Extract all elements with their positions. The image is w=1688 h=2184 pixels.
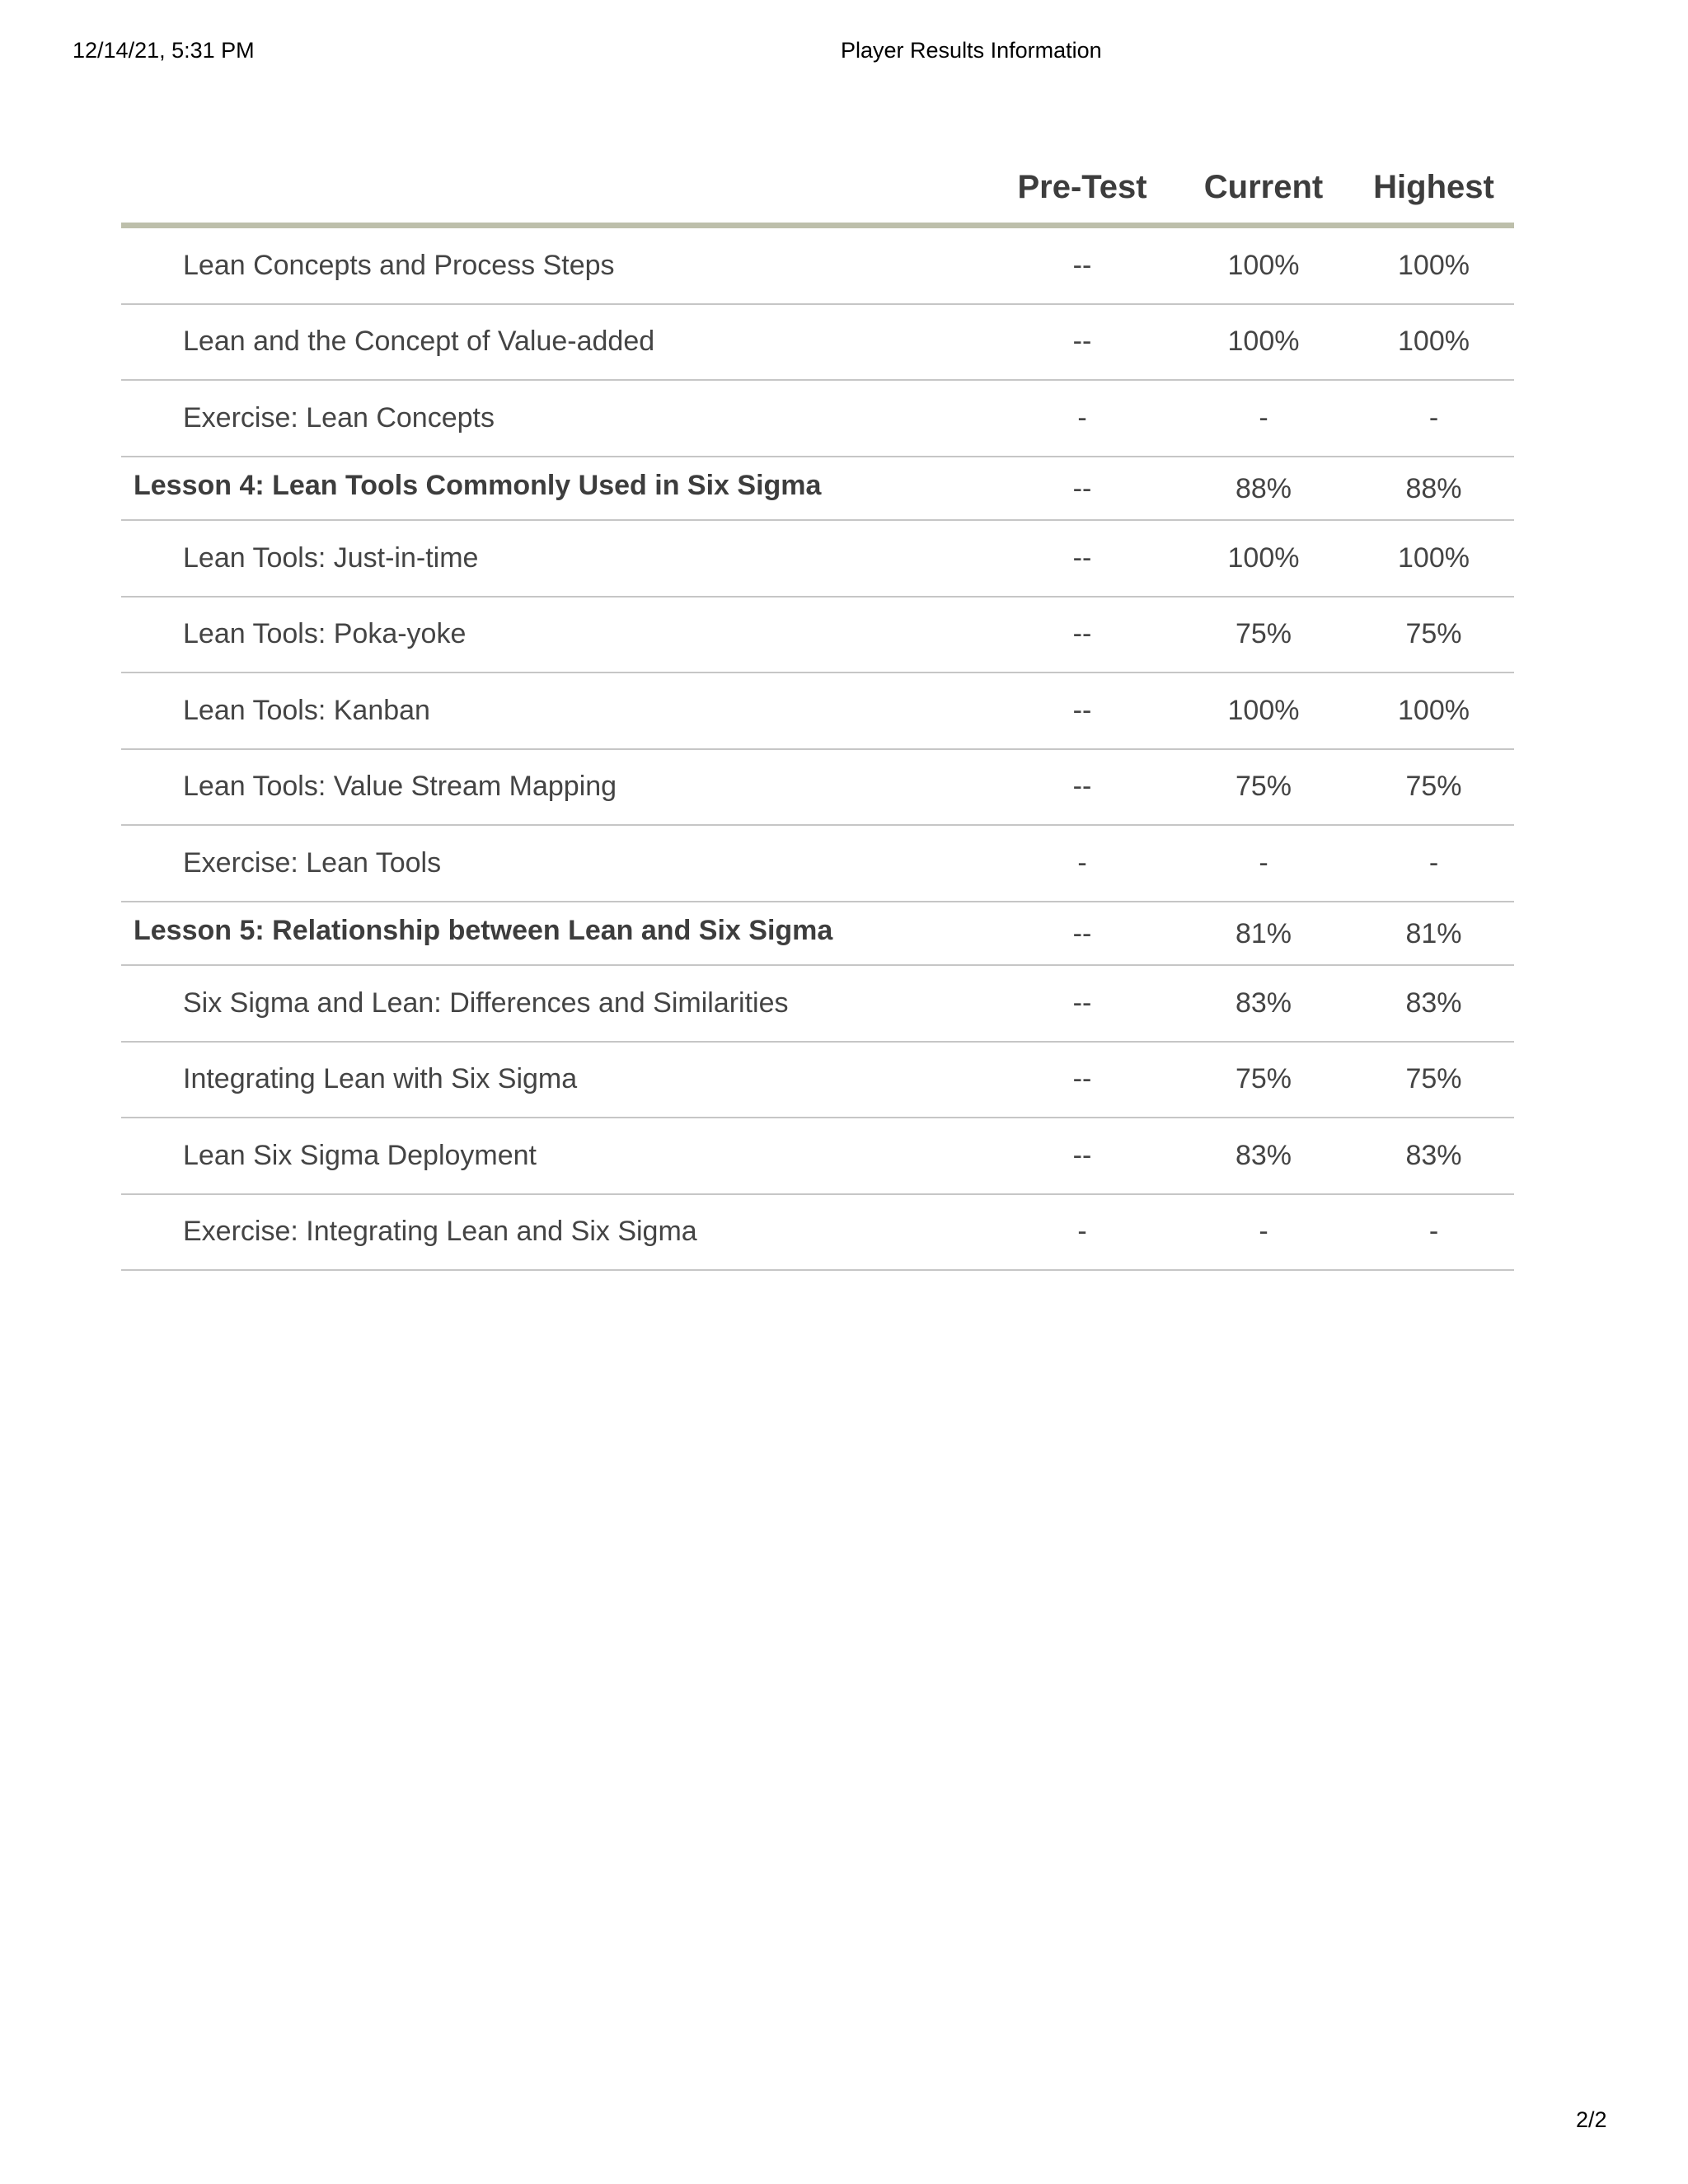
- row-highest: 81%: [1405, 917, 1462, 949]
- table-row: [121, 1043, 1514, 1119]
- row-highest: 100%: [1398, 326, 1470, 358]
- row-highest: 100%: [1398, 694, 1470, 726]
- print-title: Player Results Information: [841, 38, 1102, 63]
- table-row: [121, 381, 1514, 457]
- lesson-row: [121, 902, 1514, 967]
- row-pretest: --: [1072, 987, 1092, 1019]
- table-row: [121, 1118, 1514, 1195]
- row-current: 88%: [1235, 472, 1292, 504]
- row-pretest: --: [1072, 618, 1092, 650]
- page-number: 2/2: [1576, 2107, 1607, 2132]
- row-current: 100%: [1227, 326, 1300, 358]
- row-current: 100%: [1227, 249, 1300, 281]
- row-current: 83%: [1235, 987, 1292, 1019]
- row-name: Exercise: Lean Concepts: [183, 401, 495, 434]
- row-highest: 88%: [1405, 472, 1462, 504]
- lesson-title: Lesson 5: Relationship between Lean and Six Sigma: [134, 914, 833, 946]
- table-row: [121, 1195, 1514, 1272]
- table-row: [121, 750, 1514, 827]
- row-pretest: -: [1077, 401, 1087, 434]
- row-highest: 83%: [1405, 1139, 1462, 1171]
- row-highest: 75%: [1405, 1063, 1462, 1095]
- row-current: -: [1259, 401, 1268, 434]
- print-header: [0, 38, 1688, 71]
- column-header-highest: Highest: [1373, 169, 1494, 205]
- row-name: Lean Concepts and Process Steps: [183, 249, 615, 281]
- table-header-row: [121, 152, 1514, 228]
- row-pretest: --: [1072, 249, 1092, 281]
- row-current: -: [1259, 1216, 1268, 1248]
- row-name: Lean Tools: Poka-yoke: [183, 618, 467, 650]
- row-highest: 100%: [1398, 249, 1470, 281]
- row-highest: -: [1428, 846, 1439, 879]
- row-highest: -: [1428, 1216, 1439, 1248]
- row-highest: 83%: [1405, 987, 1462, 1019]
- row-pretest: --: [1072, 541, 1092, 574]
- row-name: Lean Tools: Just-in-time: [183, 541, 479, 574]
- row-name: Six Sigma and Lean: Differences and Similarities: [183, 987, 789, 1019]
- row-current: -: [1259, 846, 1268, 879]
- row-highest: 75%: [1405, 771, 1462, 803]
- column-header-current: Current: [1203, 169, 1324, 205]
- row-name: Lean and the Concept of Value-added: [183, 326, 655, 358]
- row-current: 100%: [1227, 694, 1300, 726]
- table-row: [121, 598, 1514, 674]
- row-current: 75%: [1235, 771, 1292, 803]
- row-pretest: --: [1072, 326, 1092, 358]
- row-pretest: -: [1077, 1216, 1087, 1248]
- row-current: 81%: [1235, 917, 1292, 949]
- lesson-row: [121, 457, 1514, 522]
- row-pretest: --: [1072, 771, 1092, 803]
- table-row: [121, 966, 1514, 1043]
- table-row: [121, 521, 1514, 598]
- row-name: Exercise: Lean Tools: [183, 846, 442, 879]
- table-row: [121, 673, 1514, 750]
- row-highest: 75%: [1405, 618, 1462, 650]
- row-name: Lean Tools: Kanban: [183, 694, 430, 726]
- row-pretest: -: [1077, 846, 1087, 879]
- row-name: Lean Tools: Value Stream Mapping: [183, 771, 617, 803]
- results-table: [121, 152, 1514, 1271]
- row-pretest: --: [1072, 917, 1092, 949]
- row-pretest: --: [1072, 472, 1092, 504]
- row-name: Integrating Lean with Six Sigma: [183, 1063, 578, 1095]
- row-pretest: --: [1072, 694, 1092, 726]
- row-highest: 100%: [1398, 541, 1470, 574]
- row-highest: -: [1428, 401, 1439, 434]
- row-current: 75%: [1235, 618, 1292, 650]
- row-current: 83%: [1235, 1139, 1292, 1171]
- row-name: Exercise: Integrating Lean and Six Sigma: [183, 1216, 697, 1248]
- table-row: [121, 826, 1514, 902]
- table-row: [121, 228, 1514, 305]
- table-row: [121, 305, 1514, 382]
- lesson-title: Lesson 4: Lean Tools Commonly Used in Six Sigma: [134, 469, 822, 501]
- row-name: Lean Six Sigma Deployment: [183, 1139, 537, 1171]
- row-current: 100%: [1227, 541, 1300, 574]
- row-current: 75%: [1235, 1063, 1292, 1095]
- column-header-pretest: Pre-Test: [1017, 169, 1147, 205]
- print-datetime: 12/14/21, 5:31 PM: [73, 38, 255, 63]
- row-pretest: --: [1072, 1063, 1092, 1095]
- row-pretest: --: [1072, 1139, 1092, 1171]
